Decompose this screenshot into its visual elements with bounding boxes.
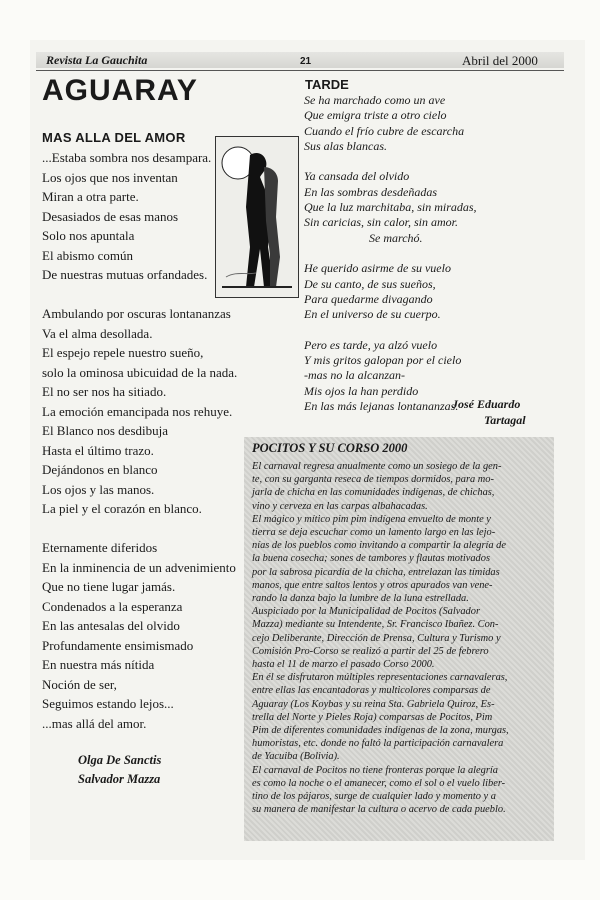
text-line: Aguaray (Los Koybas y su reina Sta. Gabriela Quiroz, Es-	[252, 698, 495, 710]
text-line: Que la luz marchitaba, sin miradas,	[304, 200, 477, 215]
text-line: Miran a otra parte.	[42, 189, 139, 204]
text-line: es como la noche o el amanecer, como el sol o el vuelo liber-	[252, 777, 506, 789]
text-line: De su canto, de sus sueños,	[304, 276, 436, 291]
article-title: POCITOS Y SU CORSO 2000	[252, 441, 408, 455]
text-line: El Blanco nos desdibuja	[42, 423, 169, 438]
poem2-place: Tartagal	[484, 413, 526, 427]
text-line: Pero es tarde, ya alzó vuelo	[304, 337, 438, 352]
couple-silhouette-icon	[216, 137, 298, 297]
text-line: jarla de chicha en las comunidades indígenas, de chichas,	[252, 487, 495, 499]
text-line: cejo Deliberante, Dirección de Prensa, Cultura y Turismo y	[252, 632, 501, 644]
text-line: Los ojos y las manos.	[42, 481, 155, 497]
text-line: El espejo repele nuestro sueño,	[42, 345, 204, 360]
text-line: vino y cerveza en las carpas albahacadas.	[252, 500, 428, 512]
text-line: En él se disfrutaron múltiples representaciones carnavaleras,	[252, 672, 508, 684]
text-line: En la inminencia de un advenimiento	[42, 559, 236, 575]
text-line: tierra se deja escuchar como un lamento largo en las lejo-	[252, 527, 496, 539]
text-line: te, con su garganta reseca de tiempos dormidos, para mo-	[252, 474, 494, 486]
text-line: El no ser nos ha sitiado.	[42, 384, 167, 399]
text-line: En las más lejanas lontananzas.	[304, 398, 459, 413]
text-line: ...mas allá del amor.	[42, 715, 147, 731]
section-title: AGUARAY	[42, 74, 198, 107]
text-line: La piel y el corazón en blanco.	[42, 501, 202, 516]
poem1-author: Olga De Sanctis	[78, 753, 162, 767]
text-line: rando la danza bajo la lumbre de la luna estrellada.	[252, 593, 469, 605]
text-line: de Yacuiba (Bolivia).	[252, 751, 340, 763]
text-line: tino de los pájaros, surge de cualquier lado y momento y a	[252, 791, 496, 803]
stanza-break	[42, 519, 237, 539]
text-line: De nuestras mutuas orfandades.	[42, 267, 208, 282]
text-line: Auspiciado por la Municipalidad de Pocitos (Salvador	[252, 606, 480, 618]
text-line: entre ellas las encantadoras y multicolores comparsas de	[252, 685, 491, 697]
text-line: La emoción emancipada nos rehuye.	[42, 403, 233, 419]
couple-illustration	[215, 136, 299, 298]
text-line: Eternamente diferidos	[42, 540, 158, 555]
text-line: En nuestra más nítida	[42, 657, 155, 672]
poem1-body	[42, 148, 237, 733]
text-line: Pim de diferentes comunidades indígenas de la zona, murgas,	[252, 725, 509, 737]
poem1-title: MAS ALLA DEL AMOR	[42, 130, 186, 145]
article-body	[252, 460, 509, 816]
text-line: Que no tiene lugar jamás.	[42, 579, 176, 594]
poem2-author: José Eduardo	[452, 397, 521, 411]
text-line: Ya cansada del olvido	[304, 169, 410, 184]
text-line: su manera de manifestar la cultura o acervo de cada pueblo.	[252, 804, 506, 816]
text-line: Y mis gritos galopan por el cielo	[304, 353, 462, 368]
issue-date: Abril del 2000	[462, 53, 538, 68]
text-line: Profundamente ensimismado	[42, 637, 194, 653]
text-line: Hasta el último trazo.	[42, 442, 154, 458]
text-line: solo la ominosa ubicuidad de la nada.	[42, 364, 238, 380]
text-line: El abismo común	[42, 247, 133, 263]
text-line: Solo nos apuntala	[42, 228, 135, 243]
text-line: Que emigra triste a otro cielo	[304, 108, 447, 123]
stanza-break	[42, 285, 237, 305]
magazine-name: Revista La Gauchita	[46, 53, 148, 67]
text-line: Para quedarme divagando	[304, 291, 433, 306]
text-line: hasta el 11 de marzo el pasado Corso 2000.	[252, 659, 435, 671]
text-line: Se marchó.	[369, 230, 423, 245]
stanza-break	[304, 154, 477, 169]
poem2-body	[304, 93, 477, 414]
page-number: 21	[300, 56, 312, 67]
text-line: En las sombras desdeñadas	[304, 184, 438, 199]
text-line: El carnaval regresa anualmente como un sosiego de la gen-	[252, 461, 502, 472]
text-line: Mis ojos la han perdido	[304, 383, 419, 398]
poem2-title: TARDE	[305, 77, 349, 92]
poem1-place: Salvador Mazza	[78, 772, 161, 786]
text-line: Los ojos que nos inventan	[42, 169, 178, 185]
text-line: Va el alma desollada.	[42, 325, 153, 341]
text-line: Desasiados de esas manos	[42, 208, 179, 224]
text-line: por la sabrosa picardía de la chicha, entrelazan las tímidas	[252, 566, 500, 578]
text-line: nías de los pueblos como invitando a compartir la alegría de	[252, 540, 506, 552]
header-rule	[36, 70, 564, 71]
text-line: Comisión Pro-Corso se realizó a partir del 25 de febrero	[252, 645, 489, 657]
text-line: Dejándonos en blanco	[42, 462, 158, 477]
text-line: En las antesalas del olvido	[42, 618, 180, 633]
text-line: El mágico y mítico pim pim indígena envuelto de monte y	[252, 513, 491, 525]
stanza-break	[304, 246, 477, 261]
text-line: Mazza) mediante su Intendente, Sr. Francisco Ibañez. Con-	[252, 619, 499, 631]
text-line: Sin caricias, sin calor, sin amor.	[304, 215, 459, 230]
text-line: manos, que entre saltos lentos y otros apurados van vene-	[252, 579, 493, 591]
text-line: Condenados a la esperanza	[42, 598, 183, 614]
text-line: Seguimos estando lejos...	[42, 696, 174, 711]
text-line: Noción de ser,	[42, 676, 117, 692]
text-line: la buena cosecha; sones de tambores y flautas motivados	[252, 553, 490, 565]
stanza-break	[304, 322, 477, 337]
text-line: He querido asirme de su vuelo	[304, 261, 451, 276]
text-line: -mas no la alcanzan-	[304, 368, 405, 383]
text-line: humoristas, etc. donde no faltó la participación carnavalera	[252, 738, 504, 750]
text-line: El carnaval de Pocitos no tiene fronteras porque la alegría	[252, 764, 498, 776]
text-line: ...Estaba sombra nos desampara.	[42, 150, 212, 165]
text-line: Ambulando por oscuras lontananzas	[42, 306, 231, 321]
text-line: Se ha marchado como un ave	[304, 93, 446, 107]
text-line: Cuando el frío cubre de escarcha	[304, 123, 465, 138]
text-line: En el universo de su cuerpo.	[304, 307, 441, 322]
text-line: trella del Norte y Pieles Roja) comparsas de Pocitos, Pim	[252, 711, 493, 723]
text-line: Sus alas blancas.	[304, 138, 388, 153]
